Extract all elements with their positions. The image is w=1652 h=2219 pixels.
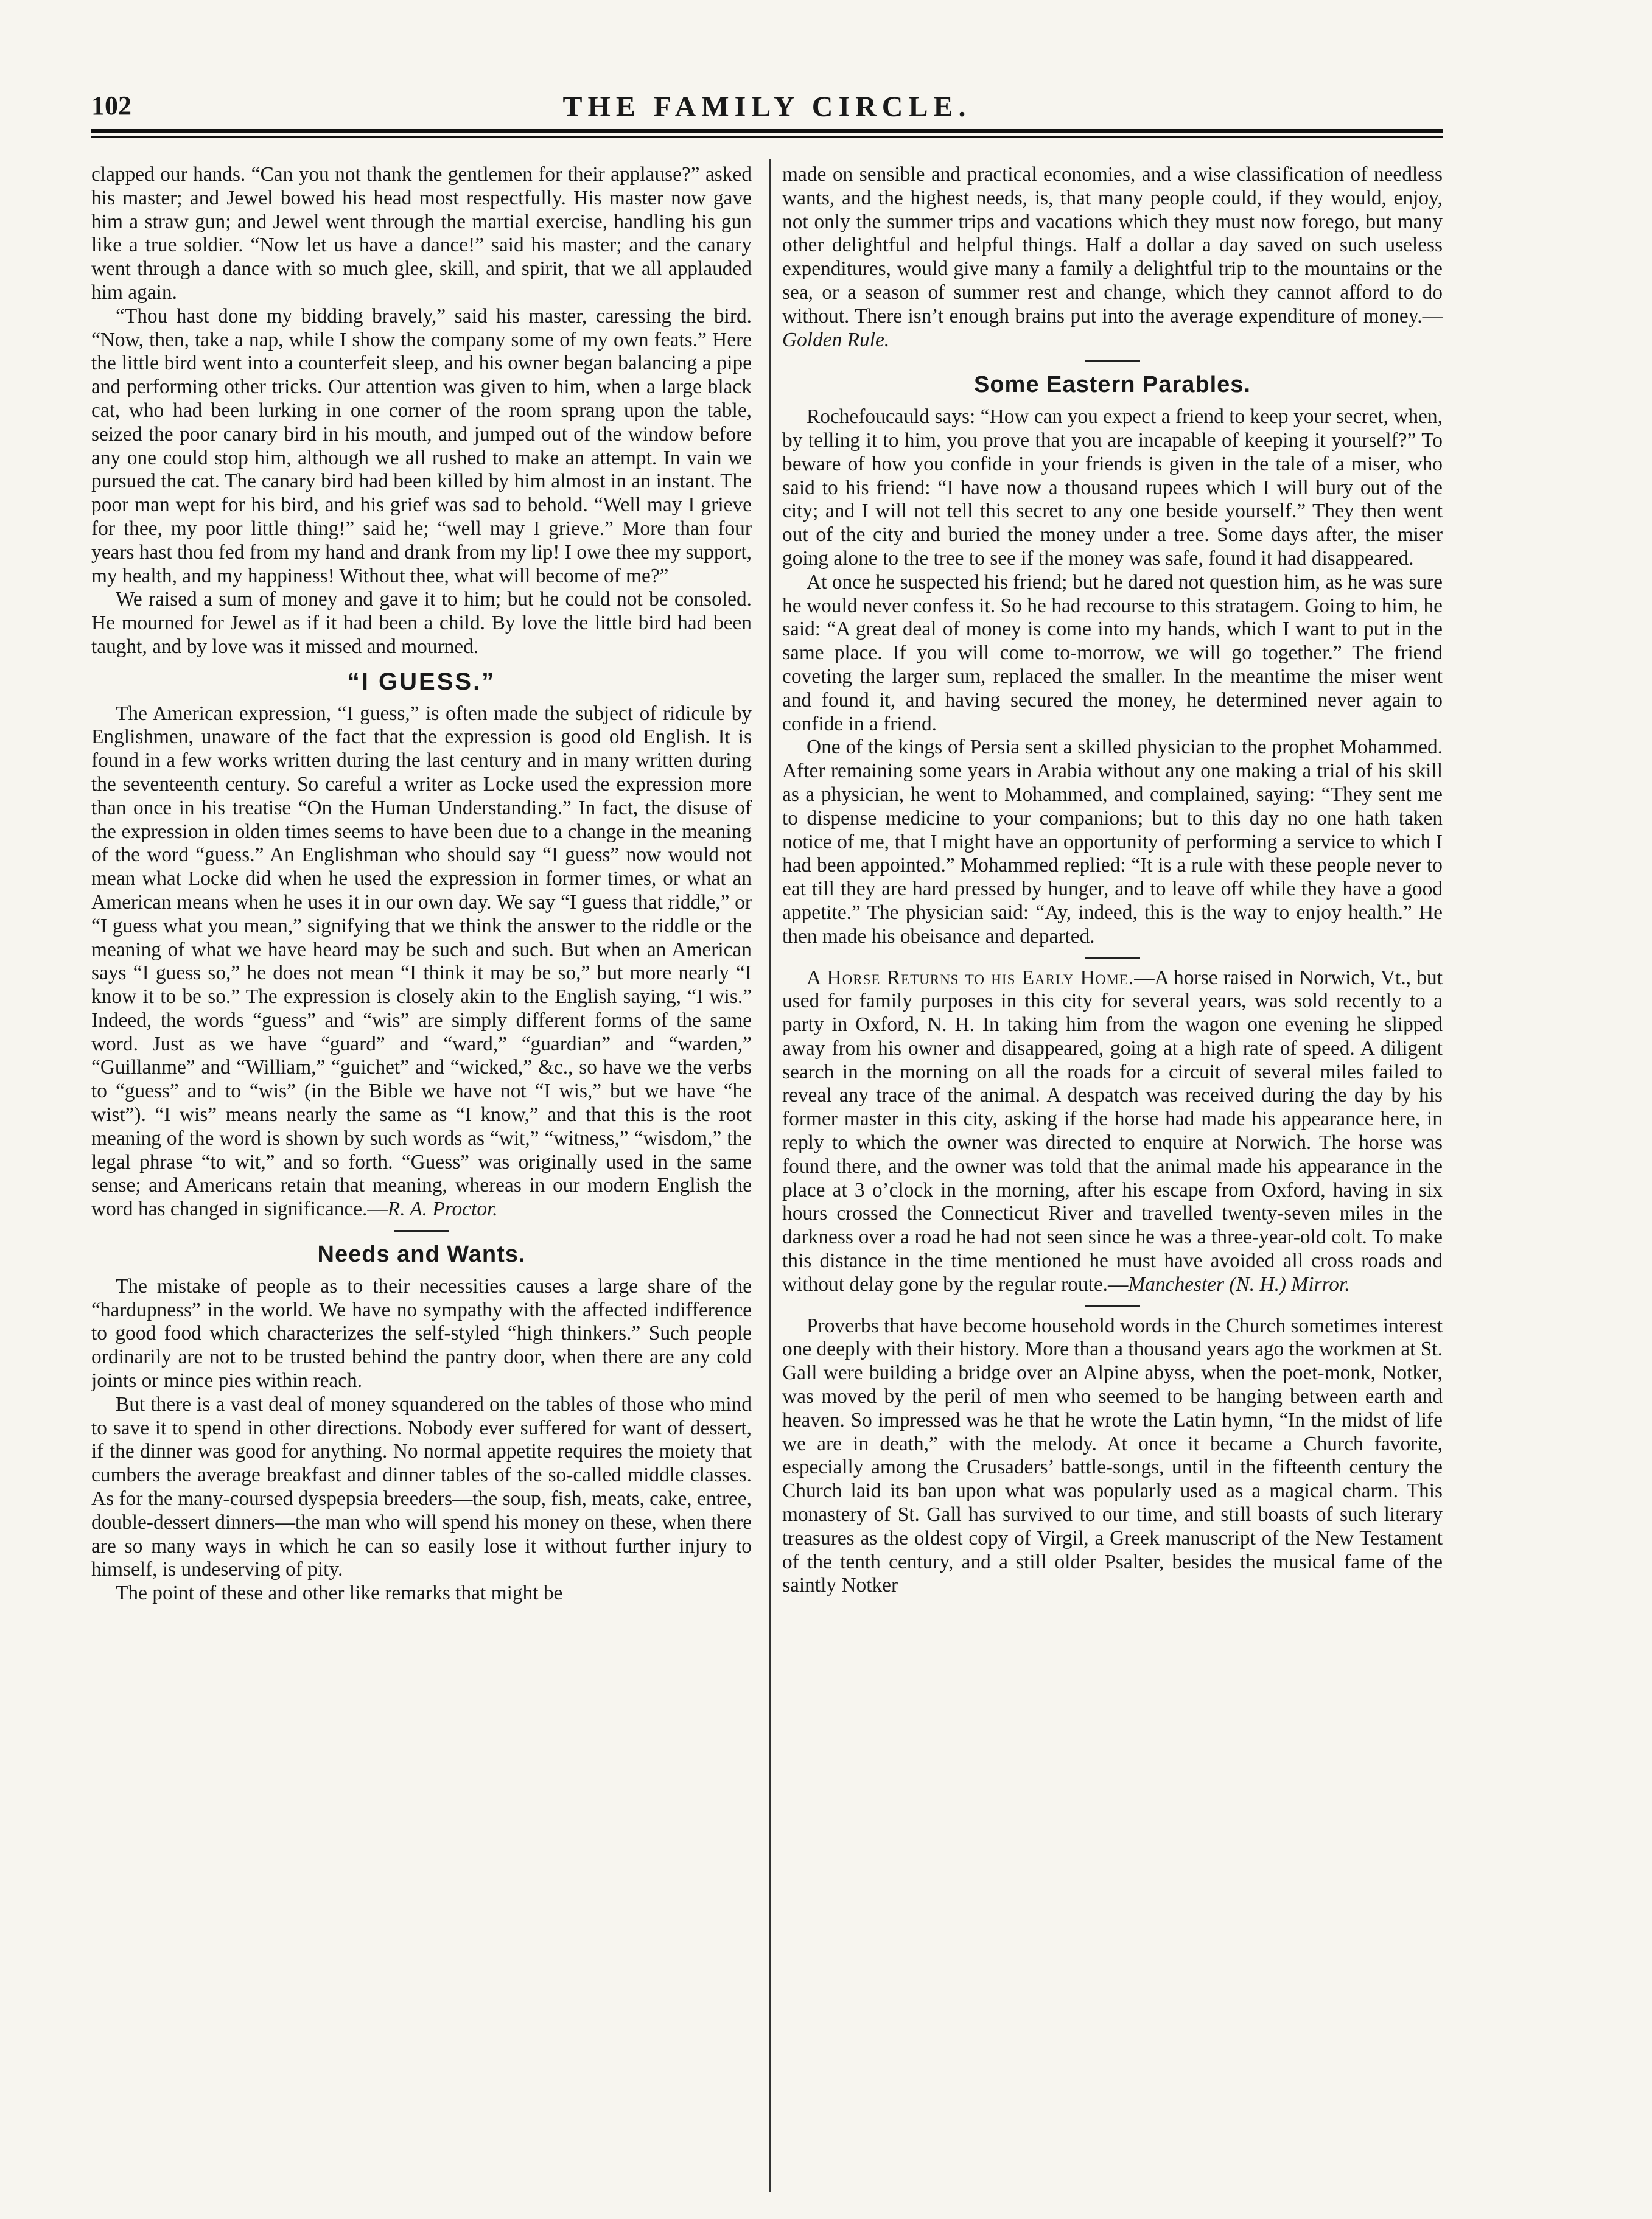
right-column [782,163,1443,2196]
horse-credit: Manchester (N. H.) Mirror. [1128,1273,1350,1296]
canary-story-paragraph: “Thou hast done my bidding bravely,” said his master, caressing the bird. “Now, then, take a nap, while I show the company some of my own feats.” Here the little bird went into a counterfeit sleep, and his owner began balancing a pipe and performing other tricks. Our attention was given to him, when a large black cat, who had been lurking in one corner of the room sprang upon the table, seized the poor canary bird in his mouth, and jumped out of the window before any one could stop him, although we all rushed to make an attempt. In vain we pursued the cat. The canary bird had been killed by him almost in an instant. The poor man wept for his bird, and his grief was sad to behold. “Well may I grieve for thee, my poor little thing!” said he; “well may I grieve.” More than four years hast thou fed from my hand and drank from my lip! I owe thee my support, my health, and my happiness! Without thee, what will become of me?” [91,304,752,587]
page-header [91,90,1443,133]
proverbs-paragraph: Proverbs that have become household words in the Church sometimes interest one deeply with their history. More than a thousand years ago the workmen at St. Gall were building a bridge over an Alpine abyss, when the poet-monk, Notker, was moved by the peril of men who seemed to be hanging between earth and heaven. So impressed was he that he wrote the Latin hymn, “In the midst of life we are in death,” with the melody. At once it became a Church favorite, especially among the Crusaders’ battle-songs, until in the fifteenth century the Church laid its ban upon what was popularly used as a magical charm. This monastery of St. Gall has survived to our time, and still boasts of such literary treasures as the oldest copy of Virgil, a Greek manuscript of the New Testament of the tenth century, and a still older Psalter, besides the musical fame of the saintly Notker [782,1314,1443,1597]
needs-continuation-paragraph [782,163,1443,352]
left-column [91,163,752,2196]
i-guess-paragraph [91,702,752,1222]
section-divider [1085,360,1140,362]
running-title: THE FAMILY CIRCLE. [562,91,971,123]
parables-paragraph: One of the kings of Persia sent a skilled physician to the prophet Mohammed. After remaining some years in Arabia without any one making a trial of his skill as a physician, he went to Mohammed, and complained, saying: “They sent me to dispense medicine to your companions; but to this day no one hath taken notice of me, that I might have an opportunity of performing a service to which I had been appointed.” Mohammed replied: “It is a rule with these people never to eat till they are hard pressed by hunger, and to leave off while they have a good appetite.” The physician said: “Ay, indeed, this is the way to enjoy health.” He then made his obeisance and departed. [782,736,1443,948]
canary-story-paragraph: clapped our hands. “Can you not thank the gentlemen for their applause?” asked his master; and Jewel bowed his head most respectfully. His master now gave him a straw gun; and Jewel went through the martial exercise, handling his gun like a true soldier. “Now let us have a dance!” said his master; and the canary went through a dance with so much glee, skill, and spirit, that we all applauded him again. [91,163,752,304]
article-title-needs-and-wants: Needs and Wants. [317,1242,526,1268]
horse-text: —A horse raised in Norwich, Vt., but used for family purposes in this city for several years, was sold recently to a party in Oxford, N. H. In taking him from the wagon one evening he slipped away from his owner and disappeared, going at a high rate of speed. A diligent search in the morning on all the roads for a circuit of several miles failed to reveal any trace of the animal. A despatch was received during the day by his former master in this city, asking if the horse had made his appearance here, in reply to which the owner was directed to enquire at Norwich. The horse was found there, and the owner was told that the animal made his appearance in the place at 3 o’clock in the morning, after his escape from Oxford, having in six hours crossed the Connecticut River and travelled twenty-seven miles in the darkness over a road he had not seen since he was a three-year-old colt. To make this distance in the time mentioned he must have avoided all cross roads and without delay gone by the regular route.— [782,966,1443,1296]
needs-credit: Golden Rule. [782,328,890,351]
needs-continuation-text: made on sensible and practical economies, and a wise classification of needless wants, and the highest needs, is, that many people could, if they would, enjoy, not only the summer trips and vacations which they must now forego, but many other delightful and helpful things. Half a dollar a day saved on such useless expenditures, would give many a family a delightful trip to the mountains or the sea, or a season of summer rest and change, which they cannot afford to do without. There isn’t enough brains put into the average expenditure of money.— [782,163,1443,327]
needs-paragraph: But there is a vast deal of money squandered on the tables of those who mind to save it to spend in other directions. Nobody ever suffered for want of dessert, if the dinner was good for anything. No normal appetite requires the moiety that cumbers the average breakfast and dinner tables of the so-called middle classes. As for the many-coursed dyspepsia breeders—the soup, fish, meats, cake, entree, double-dessert dinners—the man who will spend his money on these, when there are so many ways in which he can so easily lose it without further injury to himself, is undeserving of pity. [91,1393,752,1581]
canary-story-paragraph: We raised a sum of money and gave it to him; but he could not be consoled. He mourned for Jewel as if it had been a child. By love the little bird had been taught, and by love was it missed and mourned. [91,588,752,658]
i-guess-text: The American expression, “I guess,” is often made the subject of ridicule by Englishmen, unaware of the fact that the expression is good old English. It is found in a few works written during the last century and in many written during the seventeenth century. So careful a writer as Locke used the expression more than once in his treatise “On the Human Understanding.” In fact, the disuse of the expression in olden times seems to have been due to a change in the meaning of the word “guess.” An Englishman who should say “I guess” now would not mean what Locke did when he used the expression in former times, or what an American means when he uses it in our own day. We say “I guess that riddle,” or “I guess what you mean,” signifying that we think the answer to the riddle or the meaning of what we have heard may be such and such. But when an American says “I guess so,” he does not mean “I think it may be so,” but more nearly “I know it to be so.” The expression is closely akin to the English saying, “I wis.” Indeed, the words “guess” and “wis” are simply different forms of the same word. Just as we have “guard” and “ward,” “guardian” and “warden,” “Guillanme” and “William,” “guichet” and “wicked,” &c., so have we the verbs to “guess” and to “wis” (in the Bible we have not “I wis,” but we have “he wist”). “I wis” means nearly the same as “I know,” and that this is the root meaning of the word is shown by such words as “wit,” “witness,” “wisdom,” the legal phrase “to wit,” and so forth. “Guess” was originally used in the same sense; and Americans retain that meaning, whereas in our modern English the word has changed in significance.— [91,702,752,1221]
section-divider [1085,957,1140,959]
page-number: 102 [91,91,131,121]
article-title-i-guess: “I GUESS.” [347,668,496,695]
section-divider [1085,1305,1140,1307]
parables-paragraph: Rochefoucauld says: “How can you expect a friend to keep your secret, when, by telling it to him, you prove that you are incapable of keeping it yourself?” To beware of how you confide in your friends is given in the tale of a miser, who said to his friend: “I have now a thousand rupees which I will bury out of the city; and I will not tell this secret to any one beside yourself.” They then went out of the city and buried the money under a tree. Some days after, the miser going alone to the tree to see if the money was safe, found it had disappeared. [782,405,1443,570]
column-divider [769,159,771,2192]
horse-lead-title: A Horse Returns to his Early Home. [807,966,1135,989]
parables-paragraph: At once he suspected his friend; but he dared not question him, as he was sure he would never confess it. So he had recourse to this stratagem. Going to him, he said: “A great deal of money is come into my hands, which I want to put in the same place. If you will come to-morrow, we will go together.” The friend coveting the larger sum, replaced the smaller. In the meantime the miser went and found it, and having secured the money, he determined never again to confide in a friend. [782,570,1443,735]
header-rule-thick [91,129,1443,133]
needs-paragraph: The mistake of people as to their necessities causes a large share of the “hardupness” in the world. We have no sympathy with the affected indifference to good food which characterizes the self-styled “high thinkers.” Such people ordinarily are not to be trusted behind the pantry door, when there are any cold joints or mince pies within reach. [91,1274,752,1393]
header-rule-thin [91,136,1443,138]
i-guess-credit: R. A. Proctor. [387,1198,498,1221]
needs-paragraph: The point of these and other like remarks that might be [116,1582,563,1605]
article-title-eastern-parables: Some Eastern Parables. [974,372,1251,398]
horse-paragraph [782,966,1443,1297]
section-divider [394,1230,449,1232]
